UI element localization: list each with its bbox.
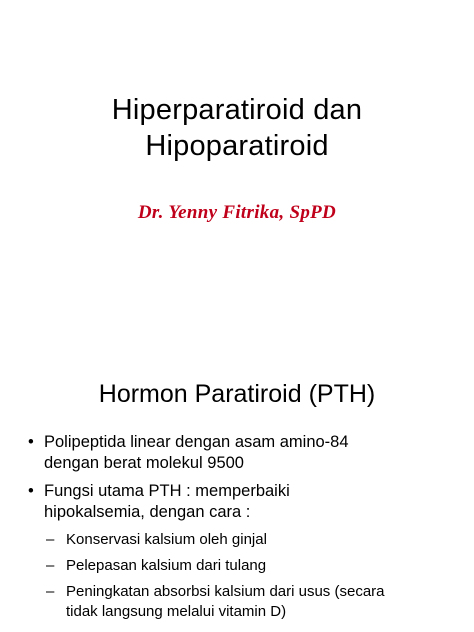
bullet-marker: •	[28, 433, 34, 451]
sub-bullet-text: Pelepasan kalsium dari tulang	[66, 557, 267, 574]
title-line-2: Hipoparatiroid	[145, 130, 329, 162]
bullet-text-line: Fungsi utama PTH : memperbaiki	[44, 482, 290, 500]
dash-marker: –	[46, 583, 55, 600]
bullet-text-line: Polipeptida linear dengan asam amino-84	[44, 433, 349, 451]
author-name: Dr. Yenny Fitrika, SpPD	[137, 202, 337, 223]
sub-bullet-text: tidak langsung melalui vitamin D)	[66, 603, 287, 620]
bullet-list	[26, 432, 466, 628]
dash-marker: –	[46, 531, 55, 548]
sub-bullet-text: Peningkatan absorbsi kalsium dari usus (secara	[66, 583, 385, 600]
slide-heading: Hormon Paratiroid (PTH)	[98, 380, 376, 408]
title-line-1: Hiperparatiroid dan	[111, 94, 363, 126]
sub-bullet-item	[26, 530, 466, 550]
slide-pth	[0, 316, 474, 632]
bullet-item	[26, 481, 466, 523]
presentation-title	[0, 92, 474, 164]
sub-bullet-item	[26, 582, 466, 622]
bullet-text-line: dengan berat molekul 9500	[44, 454, 244, 472]
sub-bullet-item	[26, 556, 466, 576]
bullet-marker: •	[28, 482, 34, 500]
dash-marker: –	[46, 557, 55, 574]
bullet-item	[26, 432, 466, 474]
sub-bullet-text: Konservasi kalsium oleh ginjal	[66, 531, 267, 548]
bullet-text-line: hipokalsemia, dengan cara :	[44, 503, 251, 521]
